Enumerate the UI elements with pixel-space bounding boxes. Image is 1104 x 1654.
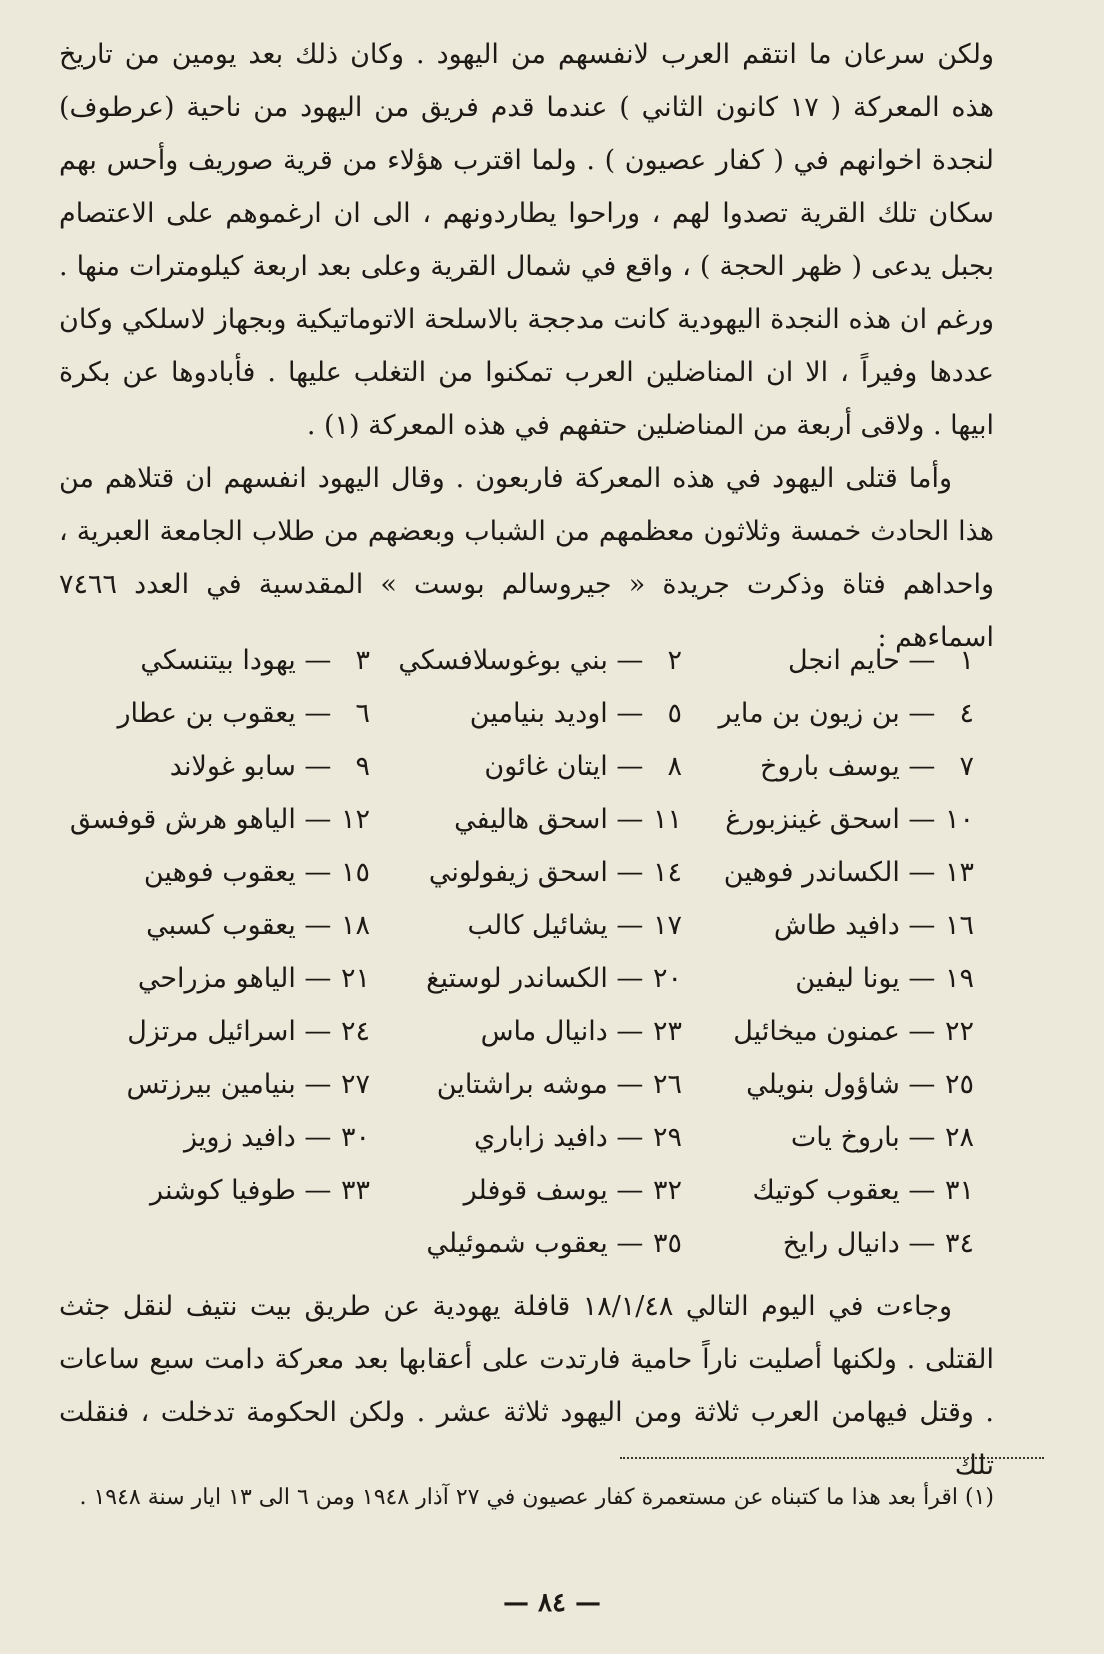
name-entry (370, 1058, 682, 1111)
entry-number: ١٩ (944, 963, 974, 994)
entry-name: موشه براشتاين (436, 1069, 608, 1100)
entry-number: ٢٤ (340, 1016, 370, 1047)
entry-name: يعقوب كسبي (146, 910, 296, 941)
entry-dash: — (607, 1016, 652, 1047)
entry-dash: — (607, 1122, 652, 1153)
entry-number: ٢٢ (944, 1016, 974, 1047)
name-entry (682, 793, 994, 846)
name-row (59, 952, 994, 1005)
main-text (59, 28, 994, 664)
page-number: — ٨٤ — (502, 1588, 602, 1618)
entry-number: ٢٨ (944, 1122, 974, 1153)
name-entry (370, 1217, 682, 1270)
name-entry (682, 1058, 994, 1111)
name-entry (59, 687, 370, 740)
paragraph-3: وجاءت في اليوم التالي ١٨/١/٤٨ قافلة يهودية عن طريق بيت نتيف لنقل جثث القتلى . ولكنها أصليت ناراً حامية فارتدت على أعقابها بعد معركة دامت سبع ساعات . وقتل فيهامن العرب ثلاثة ومن اليهود ثلاثة عشر . ولكن الحكومة تدخلت ، فنقلت تلك (59, 1291, 994, 1481)
entry-dash: — (295, 698, 340, 729)
entry-name: دانيال رايخ (782, 1228, 900, 1259)
name-entry (682, 1164, 994, 1217)
entry-dash: — (607, 698, 652, 729)
entry-name: شاؤول بنويلي (746, 1069, 900, 1100)
entry-name: يشائيل كالب (467, 910, 608, 941)
name-row (59, 1217, 994, 1270)
entry-name: اسرائيل مرتزل (127, 1016, 296, 1047)
entry-dash: — (899, 857, 944, 888)
name-entry (370, 846, 682, 899)
entry-dash: — (607, 963, 652, 994)
entry-number: ٢٦ (652, 1069, 682, 1100)
entry-name: الكساندر لوستيغ (426, 963, 608, 994)
entry-number: ٢ (667, 645, 682, 676)
entry-number: ١٤ (652, 857, 682, 888)
casualty-name-list (59, 634, 994, 1270)
entry-number: ٩ (355, 751, 370, 782)
entry-number: ٣٤ (944, 1228, 974, 1259)
entry-dash: — (295, 910, 340, 941)
name-entry (370, 1164, 682, 1217)
name-entry (682, 1217, 994, 1270)
name-entry (682, 846, 994, 899)
entry-number: ٢٥ (944, 1069, 974, 1100)
footnote (59, 1475, 994, 1521)
entry-number: ٣١ (944, 1175, 974, 1206)
name-entry (682, 687, 994, 740)
entry-number: ١٥ (340, 857, 370, 888)
entry-number: ٦ (355, 698, 370, 729)
entry-name: اوديد بنيامين (469, 698, 608, 729)
entry-dash: — (295, 1175, 340, 1206)
entry-number: ٢٩ (652, 1122, 682, 1153)
entry-number: ٢١ (340, 963, 370, 994)
entry-dash: — (607, 857, 652, 888)
entry-number: ١٠ (944, 804, 974, 835)
name-entry (59, 1164, 370, 1217)
name-entry (682, 740, 994, 793)
entry-number: ١٢ (340, 804, 370, 835)
entry-number: ١٨ (340, 910, 370, 941)
entry-name: ايتان غائون (484, 751, 608, 782)
name-row (59, 634, 994, 687)
entry-dash: — (899, 963, 944, 994)
name-entry (370, 793, 682, 846)
entry-number: ١٦ (944, 910, 974, 941)
entry-dash: — (899, 698, 944, 729)
entry-name: يهودا بيتنسكي (140, 645, 296, 676)
paragraph-1: ولكن سرعان ما انتقم العرب لانفسهم من اليهود . وكان ذلك بعد يومين من تاريخ هذه المعركة ( ١٧ كانون الثاني ) عندما قدم فريق من اليهود من ناحية (عرطوف) لنجدة اخوانهم في ( كفار عصيون ) . ولما اقترب هؤلاء من قرية صوريف وأحس بهم سكان تلك القرية تصدوا لهم ، وراحوا يطاردونهم ، الى ان ارغموهم على الاعتصام بجبل يدعى ( ظهر الحجة ) ، واقع في شمال القرية وعلى بعد اربعة كيلومترات منها . ورغم ان هذه النجدة اليهودية كانت مدججة بالاسلحة الاتوماتيكية وبجهاز لاسلكي وكان عددها وفيراً ، الا ان المناضلين العرب تمكنوا من التغلب عليها . فأبادوها عن بكرة ابيها . ولاقى أربعة من المناضلين حتفهم في هذه المعركة (١) . (59, 39, 994, 441)
entry-dash: — (607, 1069, 652, 1100)
name-entry (682, 899, 994, 952)
entry-number: ٢٣ (652, 1016, 682, 1047)
entry-number: ١ (959, 645, 974, 676)
name-entry (370, 1111, 682, 1164)
entry-name: يوسف باروخ (759, 751, 900, 782)
name-row (59, 1058, 994, 1111)
name-row (59, 1111, 994, 1164)
entry-dash: — (899, 1122, 944, 1153)
entry-number: ٣ (355, 645, 370, 676)
entry-number: ٢٧ (340, 1069, 370, 1100)
entry-dash: — (899, 1175, 944, 1206)
entry-name: بني بوغوسلافسكي (398, 645, 608, 676)
name-row (59, 687, 994, 740)
entry-name: يعقوب بن عطار (117, 698, 296, 729)
entry-dash: — (607, 751, 652, 782)
name-entry (59, 740, 370, 793)
name-entry (370, 687, 682, 740)
entry-name: دافيد طاش (773, 910, 900, 941)
name-entry (59, 793, 370, 846)
entry-number: ٣٠ (340, 1122, 370, 1153)
entry-number: ١١ (652, 804, 682, 835)
entry-name: بن زيون بن ماير (718, 698, 900, 729)
entry-dash: — (607, 1175, 652, 1206)
entry-dash: — (899, 1016, 944, 1047)
entry-dash: — (295, 1016, 340, 1047)
entry-name: اسحق زيفولوني (428, 857, 608, 888)
name-entry (682, 1005, 994, 1058)
entry-number: ٤ (959, 698, 974, 729)
footnote-text: (١) اقرأ بعد هذا ما كتبناه عن مستعمرة كفار عصيون في ٢٧ آذار ١٩٤٨ ومن ٦ الى ١٣ ايار سنة ١٩٤٨ . (79, 1485, 994, 1510)
entry-dash: — (607, 910, 652, 941)
entry-dash: — (295, 963, 340, 994)
entry-name: سابو غولاند (169, 751, 296, 782)
entry-number: ٢٠ (652, 963, 682, 994)
entry-dash: — (295, 1069, 340, 1100)
name-entry (682, 1111, 994, 1164)
entry-number: ٣٢ (652, 1175, 682, 1206)
name-entry (59, 952, 370, 1005)
entry-name: يعقوب كوتيك (752, 1175, 900, 1206)
entry-name: اسحق هاليفي (454, 804, 608, 835)
entry-name: الكساندر فوهين (723, 857, 900, 888)
entry-number: ٣٣ (340, 1175, 370, 1206)
name-entry (59, 634, 370, 687)
entry-number: ٨ (667, 751, 682, 782)
entry-number: ٣٥ (652, 1228, 682, 1259)
name-row (59, 793, 994, 846)
entry-name: الياهو هرش قوفسق (69, 804, 296, 835)
entry-dash: — (295, 751, 340, 782)
entry-dash: — (295, 645, 340, 676)
entry-dash: — (295, 857, 340, 888)
entry-dash: — (899, 804, 944, 835)
name-row (59, 740, 994, 793)
entry-name: يعقوب فوهين (143, 857, 296, 888)
name-entry (682, 952, 994, 1005)
name-entry (370, 1005, 682, 1058)
name-entry (370, 634, 682, 687)
entry-number: ٥ (667, 698, 682, 729)
entry-name: يوسف قوفلر (463, 1175, 608, 1206)
entry-number: ١٣ (944, 857, 974, 888)
entry-name: طوفيا كوشنر (150, 1175, 296, 1206)
paragraph-2: وأما قتلى اليهود في هذه المعركة فاربعون . وقال اليهود انفسهم ان قتلاهم من هذا الحادث خمسة وثلاثون معظمهم من الشباب وبعضهم من طلاب الجامعة العبرية ، واحداهم فتاة وذكرت جريدة « جيروسالم بوست » المقدسية في العدد ٧٤٦٦ اسماءهم : (59, 463, 994, 653)
name-entry (370, 899, 682, 952)
name-row (59, 846, 994, 899)
name-entry (370, 740, 682, 793)
continuation-text (59, 1280, 994, 1492)
entry-dash: — (295, 1122, 340, 1153)
name-row (59, 1164, 994, 1217)
entry-name: يونا ليفين (795, 963, 900, 994)
entry-name: دافيد زويز (184, 1122, 296, 1153)
entry-dash: — (899, 751, 944, 782)
entry-dash: — (607, 645, 652, 676)
entry-name: اسحق غينزبورغ (725, 804, 900, 835)
entry-number: ١٧ (652, 910, 682, 941)
entry-dash: — (899, 1069, 944, 1100)
name-entry (59, 846, 370, 899)
entry-name: بنيامين بيرزتس (126, 1069, 296, 1100)
entry-name: دانيال ماس (480, 1016, 608, 1047)
entry-dash: — (607, 804, 652, 835)
entry-dash: — (899, 645, 944, 676)
footnote-divider (620, 1457, 1044, 1459)
entry-name: باروخ يات (790, 1122, 900, 1153)
name-row (59, 899, 994, 952)
name-entry (59, 899, 370, 952)
entry-dash: — (295, 804, 340, 835)
entry-dash: — (899, 1228, 944, 1259)
entry-name: دافيد زاباري (474, 1122, 608, 1153)
name-entry (370, 952, 682, 1005)
entry-number: ٧ (959, 751, 974, 782)
name-entry (682, 634, 994, 687)
entry-name: يعقوب شموئيلي (426, 1228, 608, 1259)
entry-name: الياهو مزراحي (137, 963, 296, 994)
name-entry (59, 1058, 370, 1111)
name-row (59, 1005, 994, 1058)
entry-dash: — (607, 1228, 652, 1259)
entry-name: حايم انجل (787, 645, 900, 676)
entry-name: عمنون ميخائيل (733, 1016, 900, 1047)
name-entry (59, 1005, 370, 1058)
name-entry (59, 1111, 370, 1164)
entry-dash: — (899, 910, 944, 941)
